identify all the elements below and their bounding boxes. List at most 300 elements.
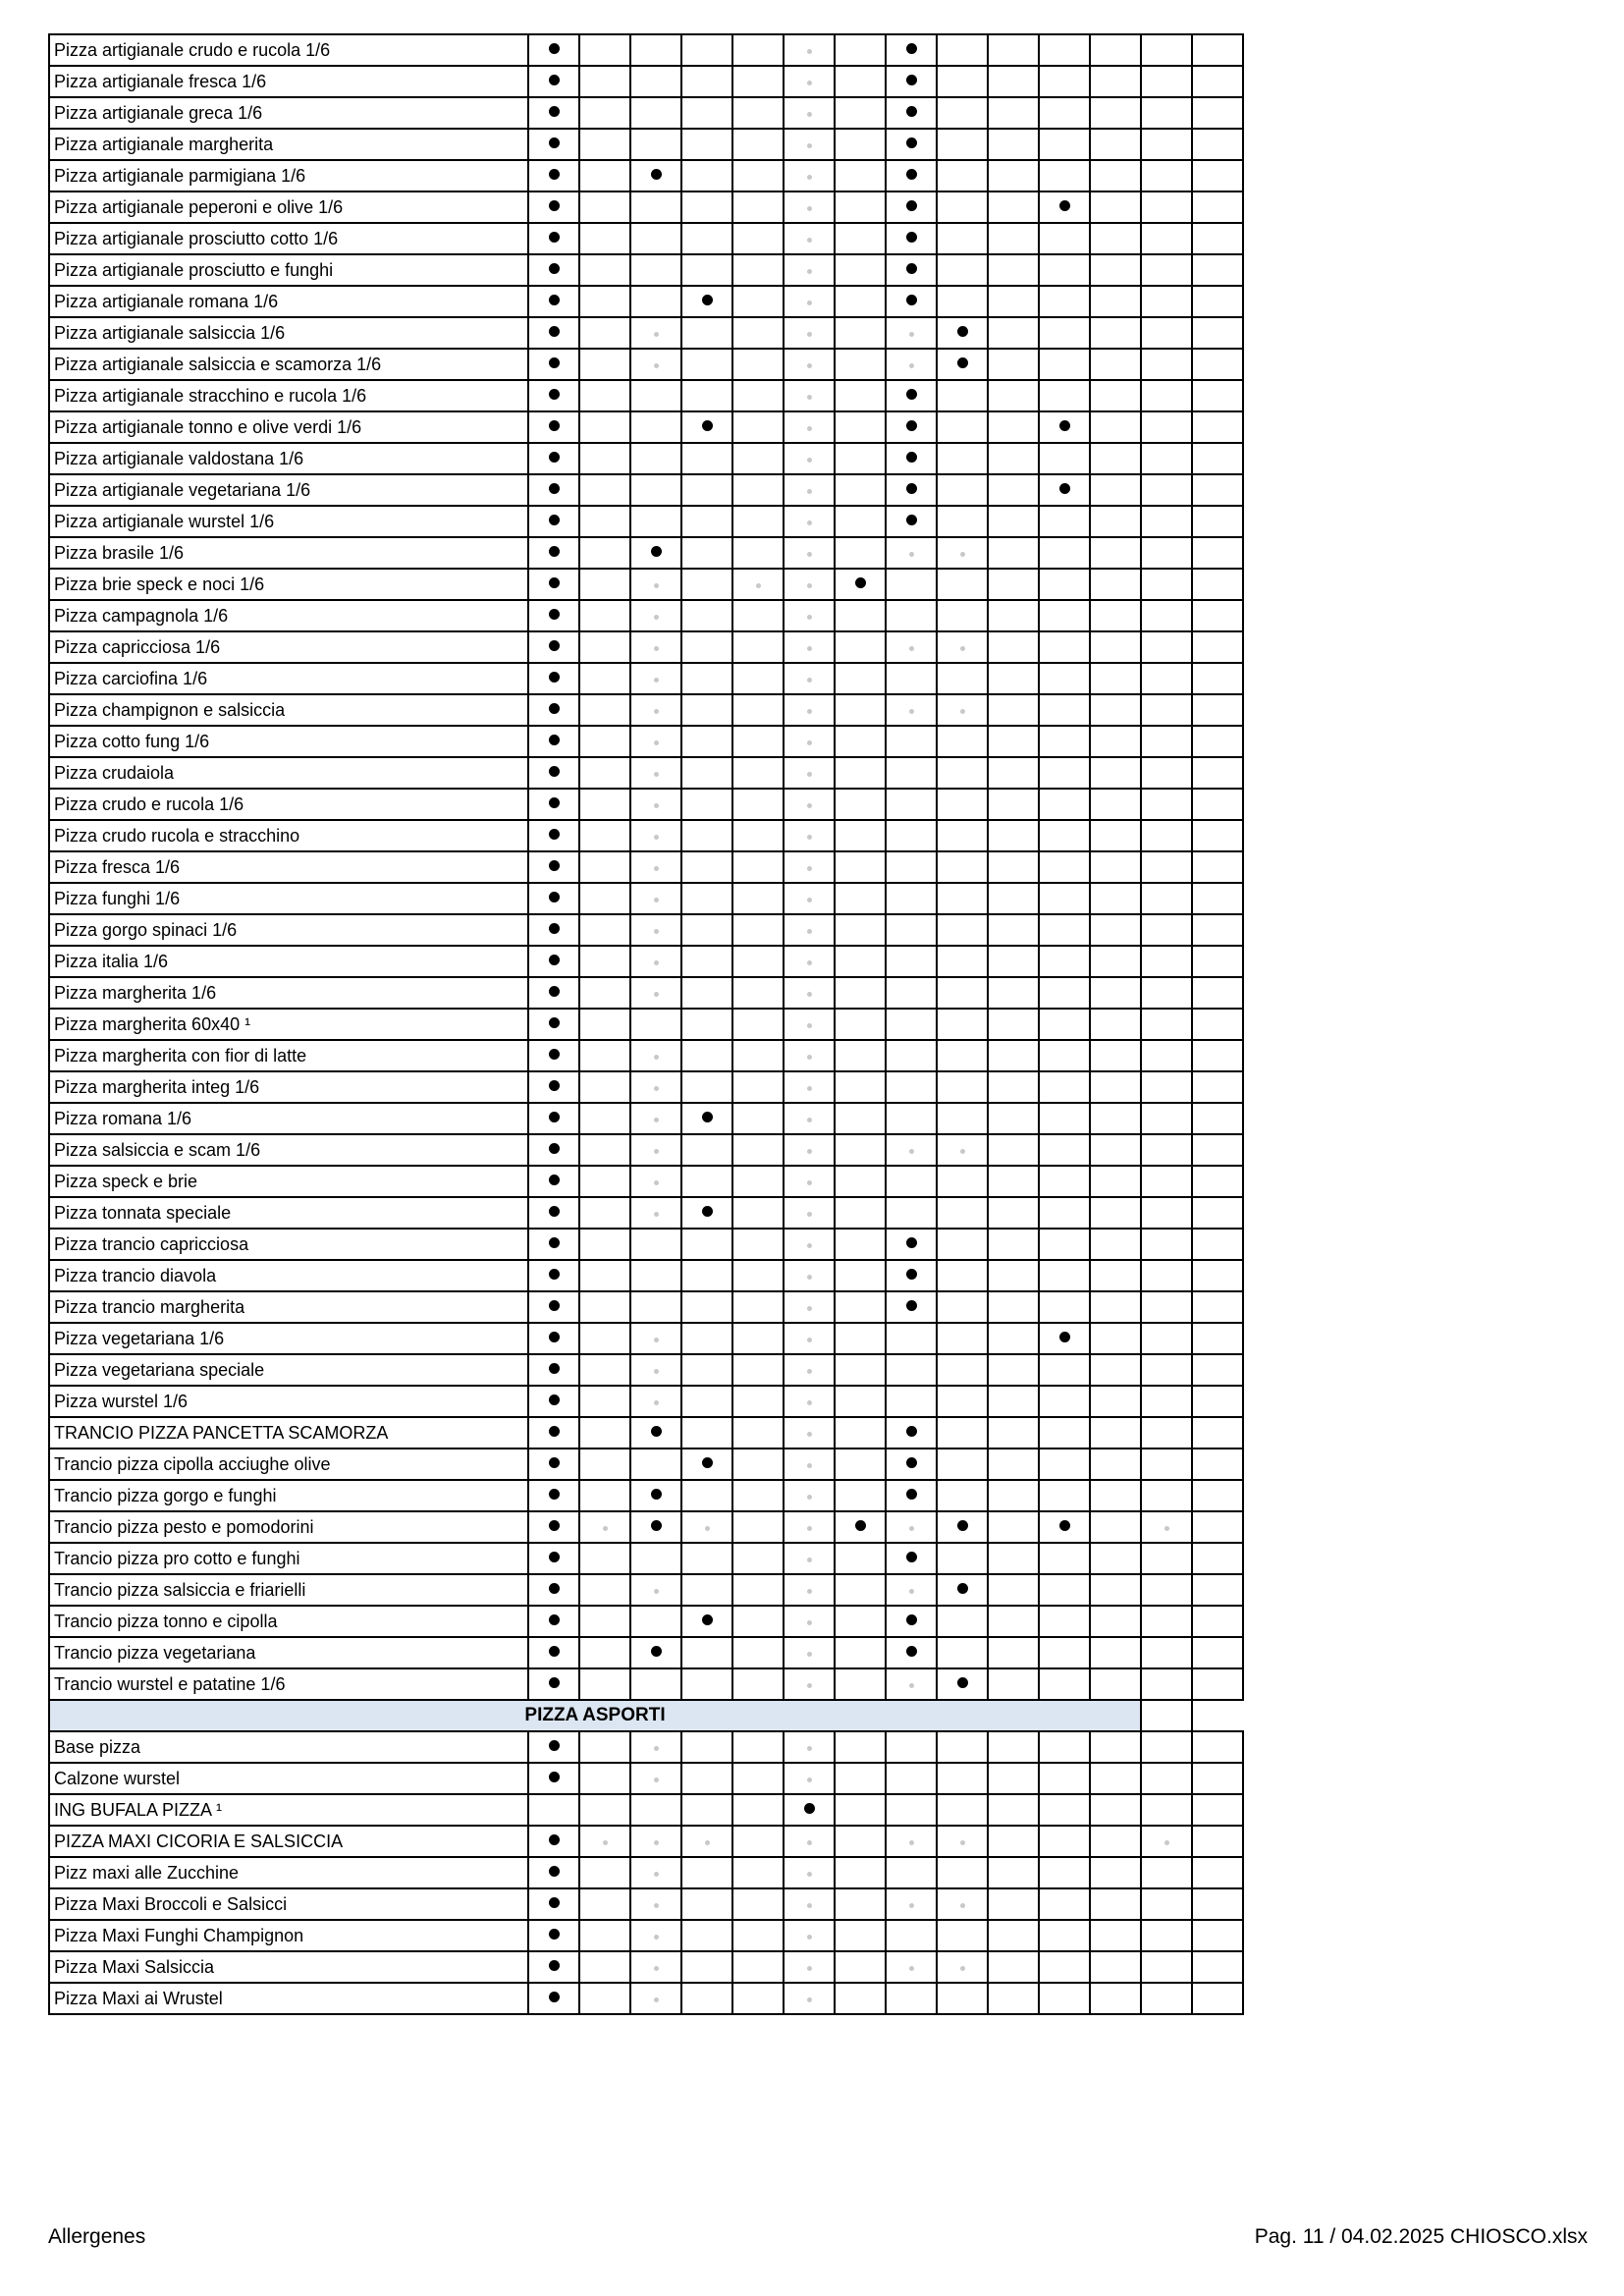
product-name: Pizza italia 1/6 — [49, 946, 528, 977]
allergen-cell — [1192, 600, 1243, 631]
allergen-cell — [528, 1731, 579, 1763]
table-row — [49, 1260, 1243, 1291]
allergen-cell — [528, 1983, 579, 2014]
allergen-cell — [579, 883, 630, 914]
allergen-cell — [1141, 600, 1192, 631]
allergen-cell — [937, 411, 988, 443]
allergen-cell — [681, 1040, 732, 1071]
trace-dot-icon — [960, 1903, 965, 1908]
allergen-cell — [732, 506, 784, 537]
allergen-cell — [1192, 1009, 1243, 1040]
allergen-cell — [732, 663, 784, 694]
trace-dot-icon — [654, 1840, 659, 1845]
contains-dot-icon — [549, 1897, 560, 1908]
allergen-cell — [732, 474, 784, 506]
allergen-cell — [988, 1668, 1039, 1700]
allergen-cell — [630, 1229, 681, 1260]
product-name: Trancio wurstel e patatine 1/6 — [49, 1668, 528, 1700]
allergen-cell — [1039, 1543, 1090, 1574]
contains-dot-icon — [702, 420, 713, 431]
allergen-cell — [988, 1103, 1039, 1134]
allergen-cell — [835, 191, 886, 223]
allergen-cell — [681, 1951, 732, 1983]
allergen-cell — [630, 977, 681, 1009]
allergen-cell — [528, 1166, 579, 1197]
allergen-cell — [630, 1103, 681, 1134]
allergen-cell — [528, 1920, 579, 1951]
allergen-cell — [886, 1009, 937, 1040]
contains-dot-icon — [702, 1457, 713, 1468]
allergen-cell — [1141, 1983, 1192, 2014]
allergen-cell — [1192, 1291, 1243, 1323]
allergen-cell — [1039, 254, 1090, 286]
contains-dot-icon — [549, 1080, 560, 1091]
allergen-cell — [1090, 129, 1141, 160]
allergen-cell — [988, 1449, 1039, 1480]
allergen-cell — [630, 380, 681, 411]
contains-dot-icon — [651, 1489, 662, 1500]
allergen-cell — [784, 1888, 835, 1920]
allergen-cell — [1090, 1888, 1141, 1920]
trace-dot-icon — [654, 1589, 659, 1594]
allergen-cell — [732, 1229, 784, 1260]
allergen-cell — [937, 1040, 988, 1071]
allergen-cell — [1192, 663, 1243, 694]
trace-dot-icon — [807, 332, 812, 337]
allergen-cell — [1090, 663, 1141, 694]
allergen-cell — [886, 1668, 937, 1700]
allergen-cell — [681, 694, 732, 726]
allergen-cell — [579, 191, 630, 223]
allergen-cell — [988, 129, 1039, 160]
allergen-cell — [732, 1511, 784, 1543]
allergen-cell — [988, 506, 1039, 537]
allergen-cell — [1192, 537, 1243, 569]
allergen-cell — [630, 694, 681, 726]
allergen-cell — [630, 1071, 681, 1103]
trace-dot-icon — [654, 1180, 659, 1185]
trace-dot-icon — [807, 1432, 812, 1437]
allergen-cell — [988, 1543, 1039, 1574]
allergen-cell — [886, 946, 937, 977]
allergen-cell — [1090, 1606, 1141, 1637]
allergen-cell — [630, 569, 681, 600]
allergen-cell — [732, 286, 784, 317]
allergen-cell — [937, 1888, 988, 1920]
allergen-cell — [681, 883, 732, 914]
contains-dot-icon — [549, 766, 560, 777]
allergen-cell — [1090, 223, 1141, 254]
allergen-cell — [1192, 569, 1243, 600]
trace-dot-icon — [807, 1558, 812, 1562]
trace-dot-icon — [603, 1526, 608, 1531]
allergen-cell — [630, 1291, 681, 1323]
trace-dot-icon — [807, 740, 812, 745]
table-row — [49, 129, 1243, 160]
allergen-cell — [1192, 317, 1243, 349]
allergen-cell — [1039, 537, 1090, 569]
allergen-cell — [1090, 1574, 1141, 1606]
allergen-cell — [886, 1511, 937, 1543]
allergen-cell — [784, 977, 835, 1009]
allergen-cell — [1090, 851, 1141, 883]
allergen-cell — [784, 1009, 835, 1040]
contains-dot-icon — [549, 1866, 560, 1877]
allergen-cell — [528, 286, 579, 317]
allergen-cell — [528, 1574, 579, 1606]
allergen-cell — [988, 851, 1039, 883]
allergen-cell — [579, 1857, 630, 1888]
allergen-cell — [1090, 1731, 1141, 1763]
allergen-cell — [988, 1134, 1039, 1166]
footer-page-info: Pag. 11 / 04.02.2025 CHIOSCO.xlsx — [1254, 2225, 1588, 2248]
product-name: Pizza carciofina 1/6 — [49, 663, 528, 694]
allergen-cell — [835, 977, 886, 1009]
allergen-cell — [937, 160, 988, 191]
product-name: Pizza artigianale margherita — [49, 129, 528, 160]
allergen-cell — [732, 254, 784, 286]
product-name: Pizza salsiccia e scam 1/6 — [49, 1134, 528, 1166]
allergen-cell — [937, 191, 988, 223]
allergen-cell — [1090, 286, 1141, 317]
allergen-cell — [1039, 443, 1090, 474]
allergen-cell — [528, 820, 579, 851]
trace-dot-icon — [654, 1212, 659, 1217]
allergen-cell — [1192, 789, 1243, 820]
allergen-cell — [835, 129, 886, 160]
table-row — [49, 34, 1243, 66]
allergen-table — [48, 33, 1244, 2015]
allergen-cell — [681, 506, 732, 537]
allergen-cell — [1141, 160, 1192, 191]
allergen-cell — [1039, 694, 1090, 726]
allergen-cell — [835, 97, 886, 129]
trace-dot-icon — [654, 1369, 659, 1374]
product-name: Pizza artigianale salsiccia 1/6 — [49, 317, 528, 349]
allergen-cell — [732, 1888, 784, 1920]
trace-dot-icon — [807, 1589, 812, 1594]
allergen-cell — [630, 757, 681, 789]
allergen-cell — [1090, 1354, 1141, 1386]
trace-dot-icon — [807, 112, 812, 117]
contains-dot-icon — [906, 1457, 917, 1468]
contains-dot-icon — [549, 703, 560, 714]
allergen-cell — [1141, 1197, 1192, 1229]
allergen-cell — [1090, 1983, 1141, 2014]
trace-dot-icon — [807, 678, 812, 683]
allergen-cell — [630, 1637, 681, 1668]
allergen-cell — [681, 474, 732, 506]
allergen-cell — [937, 1920, 988, 1951]
allergen-cell — [1192, 1229, 1243, 1260]
allergen-cell — [579, 1763, 630, 1794]
contains-dot-icon — [549, 263, 560, 274]
allergen-cell — [988, 1480, 1039, 1511]
table-row — [49, 1826, 1243, 1857]
allergen-cell — [784, 1543, 835, 1574]
allergen-cell — [937, 1166, 988, 1197]
allergen-cell — [732, 1480, 784, 1511]
allergen-cell — [1141, 1166, 1192, 1197]
allergen-cell — [1039, 129, 1090, 160]
allergen-cell — [681, 600, 732, 631]
allergen-cell — [681, 1668, 732, 1700]
allergen-cell — [886, 537, 937, 569]
allergen-cell — [579, 97, 630, 129]
allergen-cell — [732, 223, 784, 254]
allergen-cell — [1090, 380, 1141, 411]
allergen-cell — [1192, 191, 1243, 223]
allergen-cell — [835, 914, 886, 946]
allergen-cell — [630, 191, 681, 223]
table-row — [49, 600, 1243, 631]
allergen-cell — [1141, 1449, 1192, 1480]
allergen-cell — [835, 1449, 886, 1480]
allergen-cell — [1192, 506, 1243, 537]
table-row — [49, 443, 1243, 474]
allergen-cell — [988, 1794, 1039, 1826]
allergen-cell — [1090, 160, 1141, 191]
allergen-cell — [1141, 129, 1192, 160]
product-name: Pizza artigianale fresca 1/6 — [49, 66, 528, 97]
allergen-cell — [886, 1449, 937, 1480]
allergen-cell — [835, 1009, 886, 1040]
allergen-cell — [579, 537, 630, 569]
allergen-cell — [681, 726, 732, 757]
trace-dot-icon — [654, 1338, 659, 1342]
table-row — [49, 1920, 1243, 1951]
allergen-cell — [1090, 914, 1141, 946]
allergen-cell — [528, 380, 579, 411]
allergen-cell — [681, 663, 732, 694]
trace-dot-icon — [654, 1903, 659, 1908]
contains-dot-icon — [549, 1772, 560, 1782]
allergen-cell — [630, 1354, 681, 1386]
allergen-cell — [732, 97, 784, 129]
allergen-cell — [1141, 1606, 1192, 1637]
allergen-cell — [681, 349, 732, 380]
contains-dot-icon — [906, 1614, 917, 1625]
contains-dot-icon — [702, 295, 713, 305]
contains-dot-icon — [549, 1049, 560, 1060]
allergen-cell — [1192, 1511, 1243, 1543]
allergen-cell — [732, 1354, 784, 1386]
allergen-cell — [579, 1417, 630, 1449]
allergen-cell — [886, 1134, 937, 1166]
allergen-cell — [630, 914, 681, 946]
table-row — [49, 537, 1243, 569]
allergen-cell — [579, 1668, 630, 1700]
table-row — [49, 160, 1243, 191]
allergen-cell — [1141, 1040, 1192, 1071]
allergen-cell — [579, 1009, 630, 1040]
allergen-cell — [732, 1668, 784, 1700]
allergen-cell — [1039, 1197, 1090, 1229]
product-name: PIZZA MAXI CICORIA E SALSICCIA — [49, 1826, 528, 1857]
trace-dot-icon — [960, 646, 965, 651]
allergen-cell — [835, 1260, 886, 1291]
trace-dot-icon — [705, 1840, 710, 1845]
allergen-cell — [1039, 349, 1090, 380]
allergen-cell — [784, 97, 835, 129]
allergen-cell — [1192, 1071, 1243, 1103]
product-name: Trancio pizza tonno e cipolla — [49, 1606, 528, 1637]
allergen-cell — [1192, 34, 1243, 66]
contains-dot-icon — [906, 263, 917, 274]
allergen-cell — [1141, 1009, 1192, 1040]
allergen-cell — [732, 129, 784, 160]
allergen-cell — [1090, 1668, 1141, 1700]
allergen-cell — [1090, 1951, 1141, 1983]
allergen-cell — [732, 1260, 784, 1291]
allergen-cell — [579, 411, 630, 443]
allergen-cell — [988, 1229, 1039, 1260]
allergen-cell — [681, 1071, 732, 1103]
contains-dot-icon — [906, 1426, 917, 1437]
allergen-cell — [1192, 1197, 1243, 1229]
product-name: Pizza vegetariana speciale — [49, 1354, 528, 1386]
allergen-cell — [1039, 1009, 1090, 1040]
allergen-cell — [681, 1449, 732, 1480]
contains-dot-icon — [651, 1426, 662, 1437]
contains-dot-icon — [549, 797, 560, 808]
trace-dot-icon — [807, 960, 812, 965]
trace-dot-icon — [807, 1840, 812, 1845]
allergen-cell — [732, 1103, 784, 1134]
contains-dot-icon — [549, 169, 560, 180]
section-row — [49, 1700, 1243, 1731]
allergen-cell — [988, 569, 1039, 600]
allergen-cell — [528, 1260, 579, 1291]
allergen-cell — [835, 1857, 886, 1888]
allergen-cell — [1039, 1763, 1090, 1794]
allergen-cell — [1039, 883, 1090, 914]
allergen-cell — [1039, 506, 1090, 537]
contains-dot-icon — [549, 1237, 560, 1248]
allergen-cell — [630, 1888, 681, 1920]
allergen-cell — [835, 223, 886, 254]
allergen-cell — [528, 1857, 579, 1888]
product-name: Pizza fresca 1/6 — [49, 851, 528, 883]
allergen-cell — [835, 1103, 886, 1134]
allergen-cell — [579, 1731, 630, 1763]
allergen-cell — [732, 1731, 784, 1763]
allergen-cell — [1039, 1291, 1090, 1323]
allergen-cell — [886, 160, 937, 191]
allergen-cell — [988, 600, 1039, 631]
allergen-cell — [886, 1983, 937, 2014]
allergen-cell — [732, 1197, 784, 1229]
table-row — [49, 789, 1243, 820]
contains-dot-icon — [549, 577, 560, 588]
allergen-cell — [835, 694, 886, 726]
allergen-cell — [937, 1826, 988, 1857]
allergen-cell — [886, 1951, 937, 1983]
trace-dot-icon — [807, 1463, 812, 1468]
allergen-cell — [681, 254, 732, 286]
allergen-cell — [681, 1606, 732, 1637]
allergen-cell — [528, 1888, 579, 1920]
allergen-cell — [988, 223, 1039, 254]
allergen-cell — [886, 97, 937, 129]
allergen-cell — [937, 946, 988, 977]
trace-dot-icon — [960, 709, 965, 714]
table-row — [49, 1794, 1243, 1826]
table-row — [49, 1323, 1243, 1354]
allergen-cell — [681, 1134, 732, 1166]
contains-dot-icon — [906, 43, 917, 54]
product-name: Pizza brasile 1/6 — [49, 537, 528, 569]
allergen-cell — [1039, 1794, 1090, 1826]
allergen-cell — [835, 883, 886, 914]
allergen-cell — [886, 380, 937, 411]
table-row — [49, 1103, 1243, 1134]
allergen-cell — [988, 1606, 1039, 1637]
allergen-cell — [1090, 34, 1141, 66]
allergen-cell — [681, 1763, 732, 1794]
allergen-cell — [1039, 191, 1090, 223]
allergen-cell — [1192, 1040, 1243, 1071]
allergen-cell — [835, 1888, 886, 1920]
allergen-cell — [1090, 191, 1141, 223]
allergen-cell — [1141, 1794, 1192, 1826]
contains-dot-icon — [549, 1300, 560, 1311]
allergen-cell — [886, 1323, 937, 1354]
trace-dot-icon — [807, 363, 812, 368]
contains-dot-icon — [906, 169, 917, 180]
allergen-cell — [1141, 1511, 1192, 1543]
allergen-cell — [528, 317, 579, 349]
allergen-cell — [630, 1323, 681, 1354]
allergen-cell — [988, 1354, 1039, 1386]
allergen-cell — [579, 726, 630, 757]
allergen-cell — [937, 1480, 988, 1511]
allergen-cell — [835, 349, 886, 380]
allergen-cell — [937, 1134, 988, 1166]
product-name: Pizza artigianale wurstel 1/6 — [49, 506, 528, 537]
table-row — [49, 1354, 1243, 1386]
table-row — [49, 1574, 1243, 1606]
allergen-cell — [1192, 1668, 1243, 1700]
contains-dot-icon — [549, 1112, 560, 1122]
allergen-cell — [886, 631, 937, 663]
product-name: Pizza wurstel 1/6 — [49, 1386, 528, 1417]
table-row — [49, 1071, 1243, 1103]
trace-dot-icon — [807, 1935, 812, 1940]
allergen-cell — [784, 191, 835, 223]
allergen-cell — [886, 1606, 937, 1637]
trace-dot-icon — [654, 678, 659, 683]
allergen-cell — [732, 191, 784, 223]
product-name: Calzone wurstel — [49, 1763, 528, 1794]
trace-dot-icon — [654, 803, 659, 808]
allergen-cell — [1090, 537, 1141, 569]
table-row — [49, 223, 1243, 254]
allergen-cell — [1039, 1260, 1090, 1291]
allergen-cell — [1039, 474, 1090, 506]
allergen-cell — [1141, 1763, 1192, 1794]
table-row — [49, 349, 1243, 380]
allergen-cell — [528, 1323, 579, 1354]
table-row — [49, 757, 1243, 789]
product-name: Pizza Maxi ai Wrustel — [49, 1983, 528, 2014]
contains-dot-icon — [549, 1457, 560, 1468]
allergen-cell — [681, 1229, 732, 1260]
allergen-cell — [835, 1951, 886, 1983]
allergen-cell — [1192, 160, 1243, 191]
contains-dot-icon — [906, 137, 917, 148]
allergen-cell — [681, 97, 732, 129]
